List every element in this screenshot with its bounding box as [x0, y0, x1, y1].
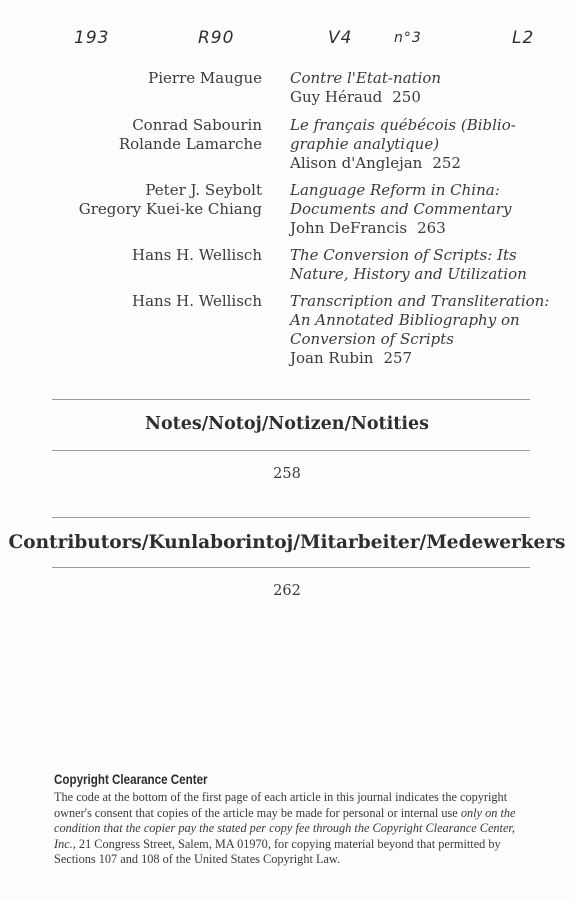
review-work	[290, 292, 560, 368]
reviewer-line	[290, 88, 560, 107]
reviewer-name: Guy Héraud	[290, 88, 383, 106]
review-author: Peter J. Seybolt Gregory Kuei-ke Chiang	[78, 181, 262, 218]
reviewer-line	[290, 349, 560, 368]
review-title: The Conversion of Scripts: Its Nature, History and Utilization	[290, 246, 527, 283]
reviewer-name: Alison d'Anglejan	[290, 154, 423, 172]
review-work	[290, 116, 560, 173]
copyright-notice	[54, 790, 524, 868]
reviewer-name: John DeFrancis	[290, 219, 408, 237]
review-title: Contre l'Etat-nation	[290, 69, 442, 87]
divider	[52, 517, 530, 518]
divider	[52, 567, 530, 568]
section-heading: Contributors/Kunlaborintoj/Mitarbeiter/Medewerkers	[8, 532, 566, 553]
review-author: Conrad Sabourin Rolande Lamarche	[118, 116, 262, 153]
review-author: Pierre Maugue	[148, 69, 262, 87]
reviewer-line	[290, 154, 560, 173]
review-author: Hans H. Wellisch	[132, 292, 262, 310]
review-work	[290, 246, 560, 284]
section-heading: Notes/Notoj/Notizen/Notities	[145, 414, 429, 434]
handwritten-mark: L2	[512, 28, 535, 48]
review-author: Hans H. Wellisch	[132, 246, 262, 264]
review-work	[290, 69, 560, 107]
review-work	[290, 181, 560, 238]
divider	[52, 399, 530, 400]
review-title: Transcription and Transliteration: An Annotated Bibliography on Conversion of Scripts	[290, 292, 550, 348]
copyright-text-italic: only on the condition that the copier pay the stated per copy fee through the Copyright Clearance Center, Inc.	[54, 805, 516, 851]
page-number: 257	[383, 349, 413, 367]
page-number: 262	[273, 583, 301, 599]
page-number: 252	[432, 154, 461, 172]
reviewer-name: Joan Rubin	[290, 349, 374, 367]
copyright-text: , 21 Congress Street, Salem, MA 01970, for copying material beyond that permitted by Sections 107 and 108 of the United States Copyright Law.	[54, 836, 501, 866]
review-title: Language Reform in China: Documents and Commentary	[290, 181, 512, 218]
page-number: 250	[392, 88, 421, 106]
handwritten-mark: R90	[198, 28, 235, 48]
copyright-text: The code at the bottom of the first page of each article in this journal indicates the copyright owner's consent that copies of the article may be made for personal or internal use	[54, 790, 508, 820]
handwritten-mark: n°3	[394, 30, 422, 46]
page-number: 263	[417, 219, 446, 237]
reviewer-line	[290, 219, 560, 238]
copyright-title: Copyright Clearance Center	[54, 772, 208, 787]
divider	[52, 450, 530, 451]
handwritten-mark: V4	[328, 28, 353, 48]
review-title: Le français québécois (Biblio- graphie analytique)	[290, 116, 516, 153]
handwritten-mark: 193	[74, 28, 110, 48]
page-number: 258	[273, 466, 301, 482]
